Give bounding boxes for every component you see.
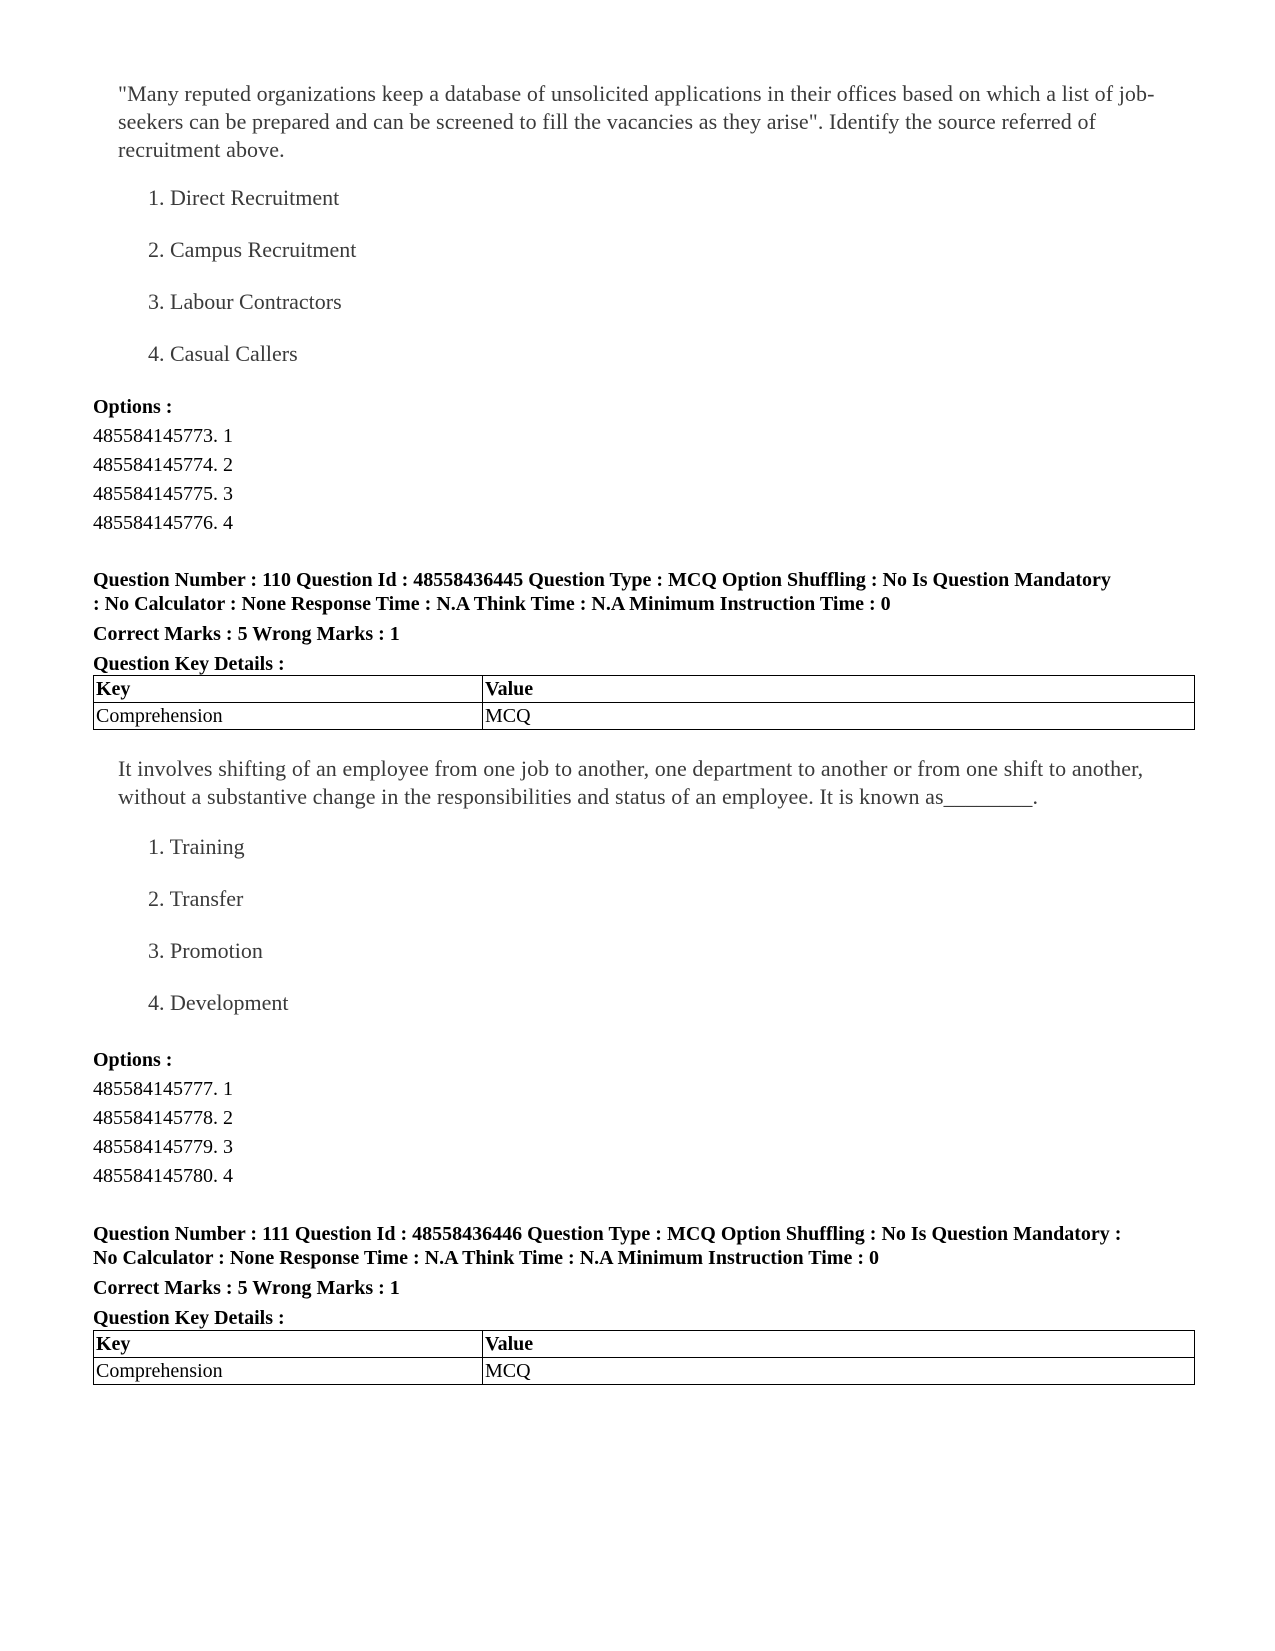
table-header: Key xyxy=(94,676,483,703)
choice-item: 4. Casual Callers xyxy=(148,341,298,366)
option-item: 485584145775. 3 xyxy=(93,483,233,505)
marks-line: Correct Marks : 5 Wrong Marks : 1 xyxy=(93,1277,400,1299)
option-item: 485584145780. 4 xyxy=(93,1165,233,1187)
table-header: Value xyxy=(483,1331,1195,1358)
choice-item: 1. Direct Recruitment xyxy=(148,185,340,210)
option-item: 485584145774. 2 xyxy=(93,454,233,476)
question-image xyxy=(118,80,1178,366)
option-item: 485584145776. 4 xyxy=(93,512,233,534)
question-stem: It involves shifting of an employee from one job to another, one department to another or from one shift to another, without a substantive change in the responsibilities and status of an employee. It is known as________. xyxy=(118,756,1144,809)
table-header: Key xyxy=(94,1331,483,1358)
options-heading: Options : xyxy=(93,396,173,418)
question-stem: "Many reputed organizations keep a database of unsolicited applications in their offices based on which a list of job-seekers can be prepared and can be screened to fill the vacancies as they arise". Identify the source referred of recruitment above. xyxy=(118,81,1155,162)
key-details-heading: Question Key Details : xyxy=(93,653,285,675)
choice-item: 4. Development xyxy=(148,990,289,1015)
table-row xyxy=(94,1358,1195,1385)
question-meta xyxy=(93,568,1193,676)
question-image xyxy=(118,755,1178,1015)
choice-item: 2. Campus Recruitment xyxy=(148,237,357,262)
key-table xyxy=(93,675,1195,730)
choice-item: 2. Transfer xyxy=(148,886,244,911)
question-meta-line: Question Number : 110 Question Id : 48558436445 Question Type : MCQ Option Shuffling : No Is Question Mandatory xyxy=(93,569,1111,591)
key-details-heading: Question Key Details : xyxy=(93,1307,285,1329)
option-item: 485584145777. 1 xyxy=(93,1078,233,1100)
table-header-row xyxy=(94,676,1195,703)
choice-item: 3. Promotion xyxy=(148,938,263,963)
choice-item: 1. Training xyxy=(148,834,245,859)
option-item: 485584145778. 2 xyxy=(93,1107,233,1129)
question-meta-line: Question Number : 111 Question Id : 48558436446 Question Type : MCQ Option Shuffling : No Is Question Mandatory : xyxy=(93,1223,1122,1245)
options-block xyxy=(93,1046,233,1191)
option-item: 485584145773. 1 xyxy=(93,425,233,447)
options-block xyxy=(93,393,233,538)
table-cell: Comprehension xyxy=(94,703,483,730)
question-meta-line: : No Calculator : None Response Time : N.A Think Time : N.A Minimum Instruction Time : 0 xyxy=(93,593,891,615)
table-cell: MCQ xyxy=(483,703,1195,730)
table-cell: MCQ xyxy=(483,1358,1195,1385)
key-table xyxy=(93,1330,1195,1385)
table-row xyxy=(94,703,1195,730)
table-header: Value xyxy=(483,676,1195,703)
marks-line: Correct Marks : 5 Wrong Marks : 1 xyxy=(93,623,400,645)
table-cell: Comprehension xyxy=(94,1358,483,1385)
table-header-row xyxy=(94,1331,1195,1358)
question-meta-line: No Calculator : None Response Time : N.A Think Time : N.A Minimum Instruction Time : 0 xyxy=(93,1247,879,1269)
option-item: 485584145779. 3 xyxy=(93,1136,233,1158)
options-heading: Options : xyxy=(93,1049,173,1071)
question-meta xyxy=(93,1222,1193,1330)
choice-item: 3. Labour Contractors xyxy=(148,289,342,314)
